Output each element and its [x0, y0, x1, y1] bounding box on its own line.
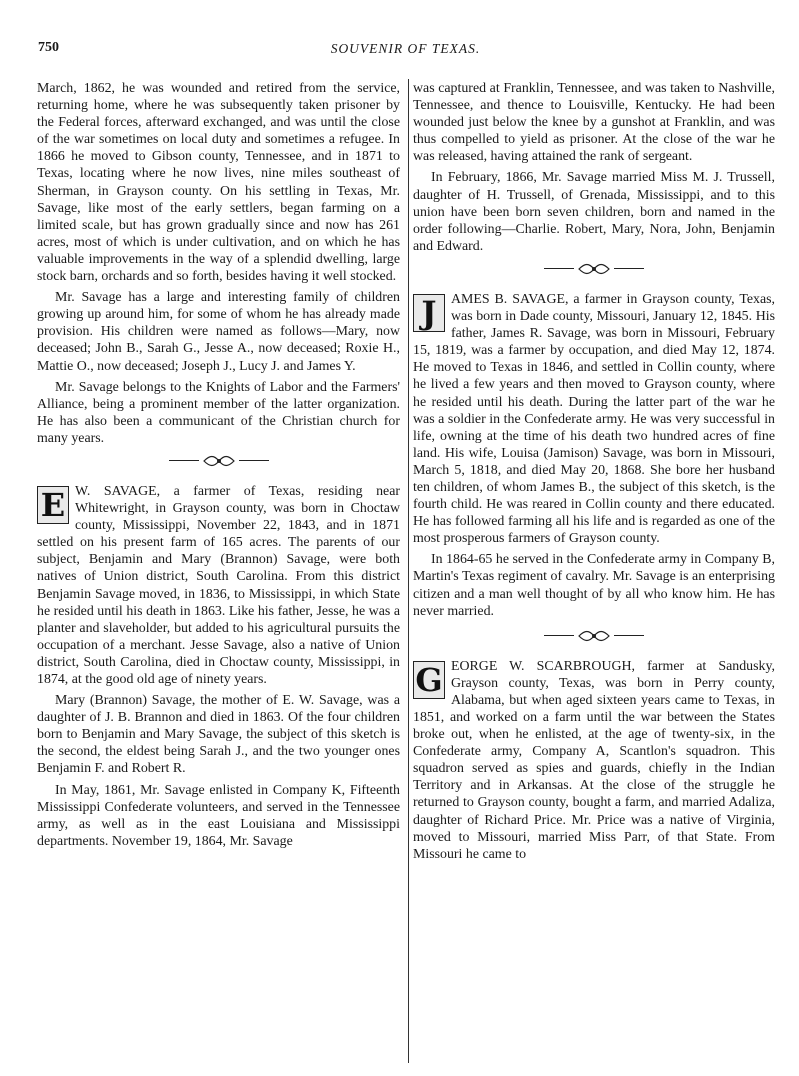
page-header [38, 40, 773, 64]
paragraph: Mr. Savage has a large and interesting family of children growing up around him, for some of whom he has already made provision. His children were named as follows—Mary, now deceased; John B., Sarah G., Jesse A., now deceased; Roxie H., Mattie O., now deceased; Joseph J., Lucy J. and James Y. [37, 290, 400, 374]
page-number: 750 [38, 40, 59, 55]
paragraph: AMES B. SAVAGE, a farmer in Grayson county, Texas, was born in Dade county, Missouri, January 12, 1845. His father, James R. Savage, was born in Missouri, February 15, 1819, was a farmer by occupation, and died May 12, 1874. He moved to Texas in 1846, and settled in Collin county, where he lived a few years and then moved to Grayson county, where he resided until his death. During the latter part of the war he was a soldier in the Confederate army. He was very successful in life, owning at the time of his death two hundred acres of fine land. His wife, Louisa (Jamison) Savage, was born in Missouri, March 5, 1818, and died May 20, 1868. She bore her husband ten children, of whom James B., the subject of this sketch, is the fourth child. He was reared in Collin county and there educated. He has followed farming all his life and is regarded as one of the most prosperous farmers of Grayson county. [413, 291, 775, 547]
paragraph: was captured at Franklin, Tennessee, and was taken to Nashville, Tennessee, and thence to Louisville, Kentucky. He had been wounded just below the knee by a gunshot at Franklin, and was thus compelled to yield as prisoner. At the close of the war he was released, having attained the rank of sergeant. [413, 81, 775, 165]
ornament-icon [202, 455, 236, 467]
biography-george-w-scarbrough [413, 658, 775, 867]
ornament-icon [577, 630, 611, 642]
section-separator [413, 259, 775, 279]
paragraph: Mr. Savage belongs to the Knights of Labor and the Farmers' Alliance, being a prominent member of the latter organization. He has also been a communicant of the Christian church for many years. [37, 379, 400, 446]
section-separator [413, 626, 775, 646]
biography-e-w-savage [37, 483, 400, 854]
paragraph: In February, 1866, Mr. Savage married Miss M. J. Trussell, daughter of H. Trussell, of Grenada, Mississippi, and to this union have been born seven children, born and named in the order following—Charlie. Robert, Mary, Nora, John, Benjamin and Edward. [413, 170, 775, 254]
decorative-initial: G [413, 661, 445, 699]
paragraph: March, 1862, he was wounded and retired from the service, returning home, where he was subsequently taken prisoner by the Federal forces, afterward exchanged, and was until the close of the war sometimes on local duty and sometimes a refugee. In 1866 he moved to Gibson county, Tennessee, and in 1871 to Texas, locating where he now lives, nine miles southeast of Sherman, in Grayson county. On his settling in Texas, Mr. Savage, like most of the early settlers, began farming on a limited scale, but has grown gradually since and now has 261 acres, most of which is under cultivation, and on which he has valuable improvements in the way of a splendid dwelling, large stock barn, orchards and so forth, besides having it well stocked. [37, 81, 400, 285]
paragraph: In 1864-65 he served in the Confederate army in Company B, Martin's Texas regiment of cavalry. Mr. Savage is an enterprising citizen and a man well thought of by all who know him. He has never married. [413, 552, 775, 619]
left-column [37, 80, 400, 854]
ornament-icon [577, 263, 611, 275]
paragraph: In May, 1861, Mr. Savage enlisted in Company K, Fifteenth Mississippi Confederate volunteers, and served in the Tennessee army, as well as in the east Louisiana and Mississippi departments. November 19, 1864, Mr. Savage [37, 782, 400, 849]
decorative-initial: E [37, 486, 69, 524]
running-title: SOUVENIR OF TEXAS. [330, 41, 481, 56]
column-divider [408, 79, 409, 1063]
paragraph: EORGE W. SCARBROUGH, farmer at Sandusky, Grayson county, Texas, was born in Perry county, Alabama, but when aged sixteen years came to Texas, in 1851, and worked on a farm until the war between the States broke out, when he enlisted, at the age of twenty-six, in the Confederate army, Company A, Scantlon's squadron. This squadron served as spies and guards, chiefly in the Indian Territory and in Arkansas. At the close of the struggle he returned to Grayson county, bought a farm, and married Adaliza, daughter of Richard Price. Mr. Price was a native of Virginia, moved to Missouri, married Miss Parr, of that State. From Missouri he came to [413, 658, 775, 862]
section-separator [37, 451, 400, 471]
biography-james-b-savage [413, 291, 775, 624]
right-column [413, 80, 775, 867]
paragraph: Mary (Brannon) Savage, the mother of E. W. Savage, was a daughter of J. B. Brannon and died in 1863. Of the four children born to Benjamin and Mary Savage, the subject of this sketch is the second, the eldest being Sarah J., and the two younger ones Benjamin F. and Robert R. [37, 693, 400, 777]
paragraph: W. SAVAGE, a farmer of Texas, residing near Whitewright, in Grayson county, was born in Choctaw county, Mississippi, November 22, 1843, and in 1871 settled on his present farm of 165 acres. The parents of our subject, Benjamin and Mary (Brannon) Savage, were both natives of Union district, South Carolina. From this district Benjamin Savage moved, in 1836, to Mississippi, in which State he resided until his death in 1863. Like his father, Jesse, he was a planter and slaveholder, but added to his agricultural pursuits the occupation of a merchant. Jesse Savage, also a native of Union district, South Carolina, died in Choctaw county, Mississippi, in 1874, at the good old age of ninety years. [37, 483, 400, 687]
decorative-initial: J [413, 294, 445, 332]
